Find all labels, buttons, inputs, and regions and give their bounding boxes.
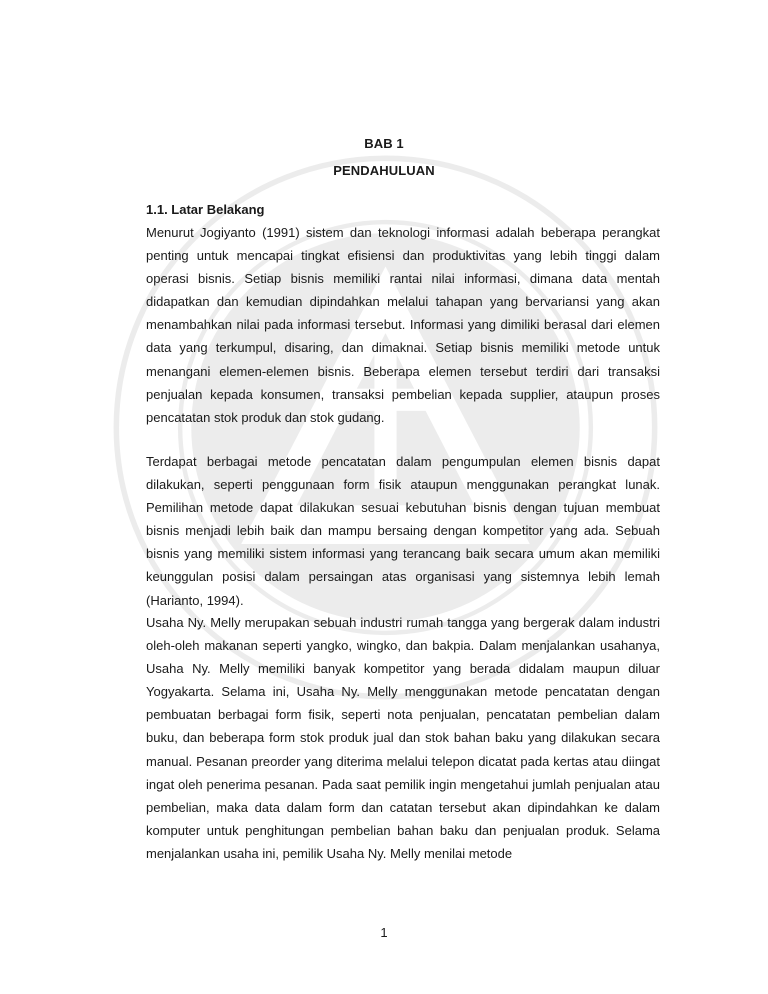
body-paragraph: Menurut Jogiyanto (1991) sistem dan teknologi informasi adalah beberapa perangkat penting untuk mencapai tingkat efisiensi dan produktivitas yang lebih tinggi dalam operasi bisnis. Setiap bisnis memiliki rantai nilai informasi, dimana data mentah didapatkan dan kemudian dipindahkan melalui tahapan yang bervariansi yang akan menambahkan nilai pada informasi tersebut. Informasi yang dimiliki berasal dari elemen data yang terkumpul, disaring, dan dimaknai. Setiap bisnis memiliki metode untuk menangani elemen-elemen bisnis. Beberapa elemen tersebut terdiri dari transaksi penjualan kepada konsumen, transaksi pembelian kepada supplier, ataupun proses pencatatan stok produk dan stok gudang. — [146, 225, 660, 425]
body-paragraph: Usaha Ny. Melly merupakan sebuah industri rumah tangga yang bergerak dalam industri oleh-oleh makanan seperti yangko, wingko, dan bakpia. Dalam menjalankan usahanya, Usaha Ny. Melly memiliki banyak kompetitor yang berada didalam maupun diluar Yogyakarta. Selama ini, Usaha Ny. Melly menggunakan metode pencatatan dengan pembuatan berbagai form fisik, seperti nota penjualan, pencatatan pembelian dalam buku, dan beberapa form stok produk jual dan stok bahan baku yang dilakukan secara manual. Pesanan preorder yang diterima melalui telepon dicatat pada kertas atau diingat ingat oleh penerima pesanan. Pada saat pemilik ingin mengetahui jumlah penjualan atau pembelian, maka data dalam form dan catatan tersebut akan dipindahkan ke dalam komputer untuk penghitungan pembelian bahan baku dan penjualan produk. Selama menjalankan usaha ini, pemilik Usaha Ny. Melly menilai metode — [146, 615, 660, 861]
body-paragraph: Terdapat berbagai metode pencatatan dalam pengumpulan elemen bisnis dapat dilakukan, seperti penggunaan form fisik ataupun menggunakan perangkat lunak. Pemilihan metode dapat dilakukan sesuai kebutuhan bisnis dengan tujuan membuat bisnis menjadi lebih baik dan mampu bersaing dengan kompetitor yang ada. Sebuah bisnis yang memiliki sistem informasi yang terancang baik secara umum akan memiliki keunggulan posisi dalam persaingan atas organisasi yang sistemnya lebih lemah (Harianto, 1994). — [146, 454, 660, 608]
page-number: 1 — [380, 925, 388, 940]
section-heading: 1.1. Latar Belakang — [146, 202, 265, 217]
chapter-number: BAB 1 — [364, 136, 404, 151]
chapter-title: PENDAHULUAN — [333, 163, 435, 178]
